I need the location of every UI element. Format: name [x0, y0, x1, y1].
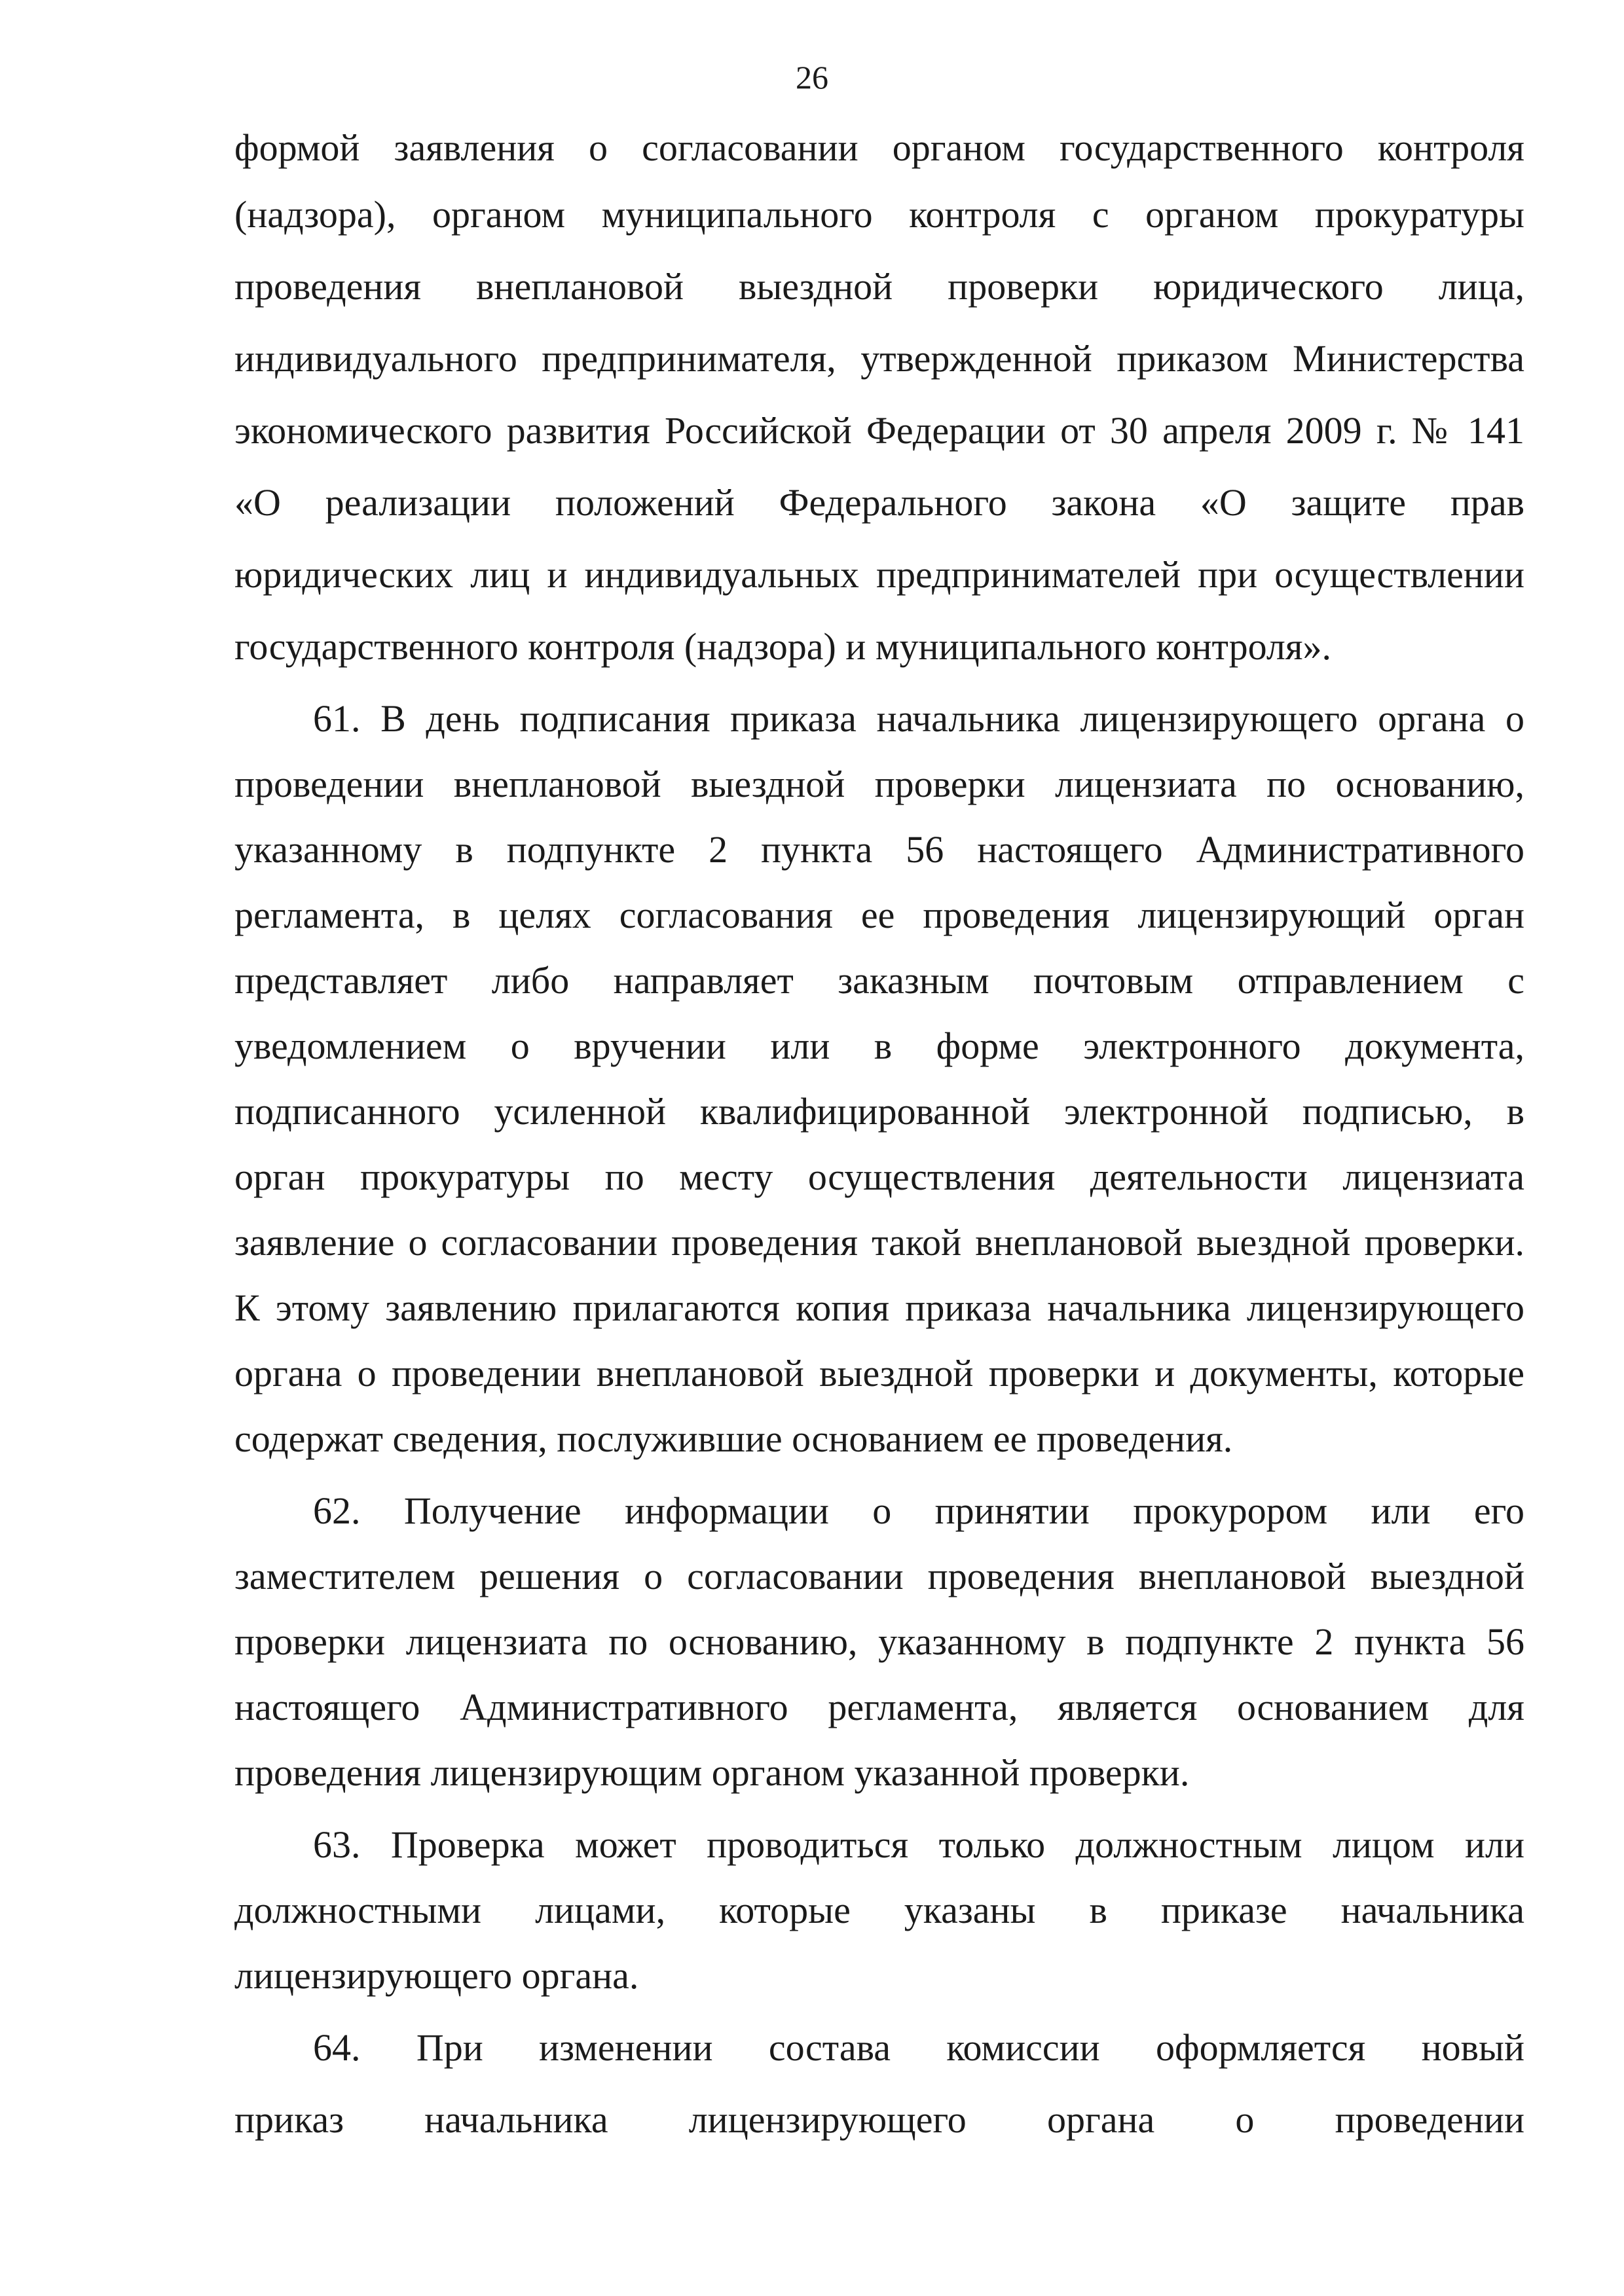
text-line: (надзора), органом муниципального контроля с органом прокуратуры — [234, 193, 1524, 236]
text-line: заявление о согласовании проведения такой внеплановой выездной проверки. — [234, 1221, 1524, 1264]
paragraph-62-first-line: 62. Получение информации о принятии прокурором или его — [313, 1489, 1524, 1532]
text-line: настоящего Административного регламента, является основанием для — [234, 1686, 1524, 1728]
text-line: регламента, в целях согласования ее проведения лицензирующий орган — [234, 894, 1524, 936]
text-line: «О реализации положений Федерального закона «О защите прав — [234, 481, 1524, 524]
text-line: орган прокуратуры по месту осуществления деятельности лицензиата — [234, 1156, 1524, 1198]
text-line: органа о проведении внеплановой выездной проверки и документы, которые — [234, 1352, 1524, 1394]
paragraph-64-first-line: 64. При изменении состава комиссии оформляется новый — [313, 2026, 1524, 2069]
text-line: представляет либо направляет заказным почтовым отправлением с — [234, 959, 1524, 1002]
page-number: 26 — [796, 59, 828, 96]
text-line: проверки лицензиата по основанию, указанному в подпункте 2 пункта 56 — [234, 1620, 1524, 1663]
text-line: К этому заявлению прилагаются копия приказа начальника лицензирующего — [234, 1286, 1524, 1329]
text-line: индивидуального предпринимателя, утвержденной приказом Министерства — [234, 337, 1524, 380]
text-line: указанному в подпункте 2 пункта 56 настоящего Административного — [234, 828, 1524, 871]
text-line: проведении внеплановой выездной проверки лицензиата по основанию, — [234, 763, 1524, 805]
text-line: заместителем решения о согласовании проведения внеплановой выездной — [234, 1555, 1524, 1597]
text-line: государственного контроля (надзора) и муниципального контроля». — [234, 625, 1331, 668]
text-line: формой заявления о согласовании органом государственного контроля — [234, 126, 1524, 169]
text-line: проведения лицензирующим органом указанной проверки. — [234, 1751, 1190, 1794]
text-line: подписанного усиленной квалифицированной электронной подписью, в — [234, 1090, 1524, 1133]
text-line: должностными лицами, которые указаны в приказе начальника — [234, 1889, 1524, 1931]
text-line: лицензирующего органа. — [234, 1954, 639, 1997]
text-line: проведения внеплановой выездной проверки юридического лица, — [234, 265, 1524, 308]
text-line: приказ начальника лицензирующего органа о проведении — [234, 2098, 1524, 2141]
text-line: уведомлением о вручении или в форме электронного документа, — [234, 1025, 1524, 1067]
paragraph-61-first-line: 61. В день подписания приказа начальника лицензирующего органа о — [313, 697, 1524, 740]
text-line: юридических лиц и индивидуальных предпринимателей при осуществлении — [234, 553, 1524, 596]
text-line: содержат сведения, послужившие основанием ее проведения. — [234, 1417, 1233, 1460]
paragraph-63-first-line: 63. Проверка может проводиться только должностным лицом или — [313, 1823, 1524, 1866]
text-line: экономического развития Российской Федерации от 30 апреля 2009 г. № 141 — [234, 409, 1524, 452]
